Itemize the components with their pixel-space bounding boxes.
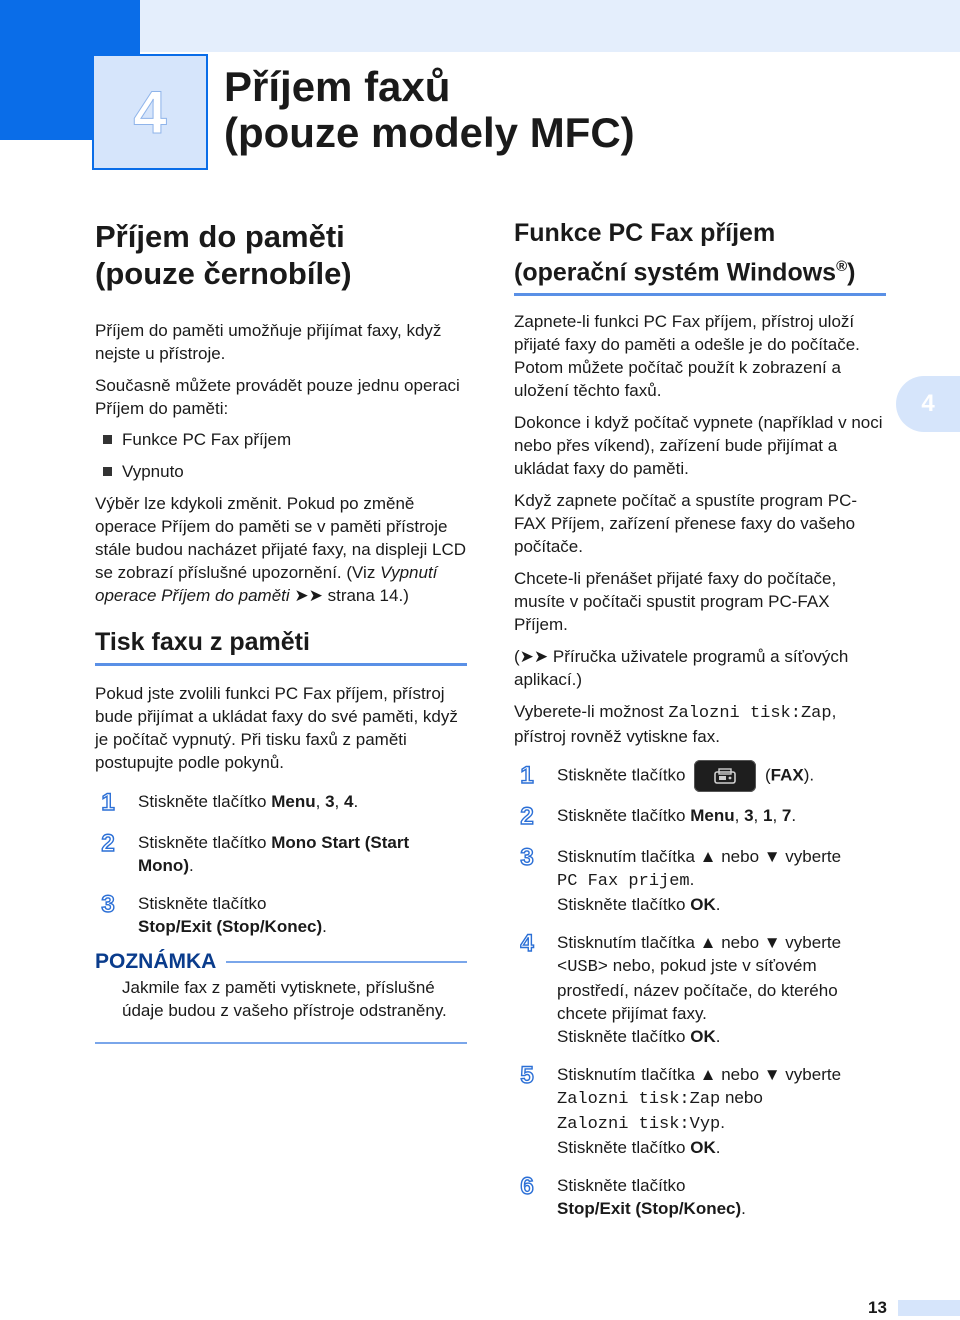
pc-fax-heading-line1: Funkce PC Fax příjem bbox=[514, 219, 776, 247]
chapter-title bbox=[224, 64, 635, 156]
fax-icon bbox=[714, 768, 736, 784]
step-item: 3 Stiskněte tlačítko Stop/Exit (Stop/Konec). bbox=[95, 892, 467, 938]
step-number: 1 bbox=[101, 789, 115, 816]
one-operation-text: Současně můžete provádět pouze jednu operaci Příjem do paměti: bbox=[95, 376, 460, 418]
bullet-item: Vypnuto bbox=[103, 460, 467, 483]
note-rule bbox=[226, 961, 467, 963]
pc-fax-heading: Funkce PC Fax příjem (operační systém Windows®) bbox=[514, 216, 886, 296]
memory-receive-intro: Příjem do paměti umožňuje přijímat faxy, když nejste u přístroje. bbox=[95, 321, 442, 363]
step-item: 4 Stisknutím tlačítka ▲ nebo ▼ vyberte <USB> nebo, pokud jste v síťovém prostředí, název počítače, do kterého chcete přijímat faxy. Stiskněte tlačítko OK. bbox=[514, 931, 886, 1048]
step-number: 3 bbox=[520, 844, 534, 872]
step-item: 2 Stiskněte tlačítko Menu, 3, 1, 7. bbox=[514, 804, 886, 830]
step-item: 5 Stisknutím tlačítka ▲ nebo ▼ vyberte Zalozni tisk:Zap nebo Zalozni tisk:Vyp. Stiskněte tlačítko OK. bbox=[514, 1063, 886, 1159]
print-fax-heading: Tisk faxu z paměti bbox=[95, 625, 467, 666]
memory-receive-heading-line2: (pouze černobíle) bbox=[95, 256, 352, 291]
pc-fax-paragraph-3: Když zapnete počítač a spustíte program PC-FAX Příjem, zařízení přenese faxy do vašeho počítače. bbox=[514, 491, 858, 557]
step-item: 1 Stiskněte tlačítko (FAX). bbox=[514, 760, 886, 792]
pc-fax-paragraph-1: Zapnete-li funkci PC Fax příjem, přístroj uloží přijaté faxy do paměti a odešle je do počítače. Potom můžete počítač použít k zobrazení a uložení těchto faxů. bbox=[514, 312, 860, 401]
chapter-title-line1: Příjem faxů bbox=[224, 63, 451, 110]
pc-fax-paragraph-4: Chcete-li přenášet přijaté faxy do počítače, musíte v počítači spustit program PC-FAX Příjem. bbox=[514, 569, 837, 635]
note-title: POZNÁMKA bbox=[95, 950, 217, 973]
step-item: 6 Stiskněte tlačítko Stop/Exit (Stop/Konec). bbox=[514, 1174, 886, 1220]
footer-band bbox=[898, 1300, 960, 1316]
step-item: 1 Stiskněte tlačítko Menu, 3, 4. bbox=[95, 790, 467, 816]
print-fax-intro: Pokud jste zvolili funkci PC Fax příjem, přístroj bude přijímat a ukládat faxy do své paměti, když je počítač vypnutý. Při tisku faxů z paměti postupujte podle pokynů. bbox=[95, 684, 458, 772]
pc-fax-paragraph-6: Vyberete-li možnost Zalozni tisk:Zap, přístroj rovněž vytiskne fax. bbox=[514, 702, 837, 747]
bullet-square-icon bbox=[103, 435, 112, 444]
bullet-square-icon bbox=[103, 467, 112, 476]
note-end-rule bbox=[95, 1042, 467, 1044]
step-number: 2 bbox=[520, 803, 534, 831]
step-number: 2 bbox=[101, 830, 115, 857]
step-number: 5 bbox=[520, 1062, 534, 1090]
step-number: 1 bbox=[520, 762, 534, 790]
step-number: 4 bbox=[520, 930, 534, 958]
step-item: 2 Stiskněte tlačítko Mono Start (Start Mono). bbox=[95, 831, 467, 877]
pc-fax-heading-line2: (operační systém Windows bbox=[514, 258, 837, 287]
chapter-side-tab: 4 bbox=[896, 376, 960, 432]
right-column bbox=[514, 216, 886, 1220]
bullet-item: Funkce PC Fax příjem bbox=[103, 428, 467, 451]
pc-fax-paragraph-2: Dokonce i když počítač vypnete (například v noci nebo přes víkend), zařízení bude přijímat a ukládat faxy do paměti. bbox=[514, 413, 883, 479]
fax-button[interactable] bbox=[694, 760, 756, 792]
memory-receive-heading-line1: Příjem do paměti bbox=[95, 219, 345, 254]
cross-reference-link[interactable]: Vypnutí operace Příjem do paměti bbox=[95, 563, 438, 605]
change-selection-paragraph: Výběr lze kdykoli změnit. Pokud po změně operace Příjem do paměti se v paměti přístroje stále budou nacházet přijaté faxy, na displeji LCD se zobrazí příslušné upozornění. (Viz Vypnutí operace Příjem do paměti ➤➤ strana 14.) bbox=[95, 494, 467, 605]
step-number: 3 bbox=[101, 891, 115, 918]
left-column bbox=[95, 218, 467, 1044]
chapter-number: 4 bbox=[92, 54, 208, 170]
header-band bbox=[140, 0, 960, 52]
note-text: Jakmile fax z paměti vytisknete, příslušné údaje budou z vašeho přístroje odstraněny. bbox=[122, 978, 447, 1020]
pc-fax-paragraph-5: (➤➤ Příručka uživatele programů a síťových aplikací.) bbox=[514, 647, 849, 690]
page-number: 13 bbox=[868, 1298, 887, 1317]
chapter-title-line2: (pouze modely MFC) bbox=[224, 109, 635, 156]
step-item: 3 Stisknutím tlačítka ▲ nebo ▼ vyberte PC Fax prijem. Stiskněte tlačítko OK. bbox=[514, 845, 886, 916]
step-number: 6 bbox=[520, 1173, 534, 1201]
note-header bbox=[95, 950, 467, 974]
registered-mark: ® bbox=[836, 258, 848, 275]
memory-receive-heading bbox=[95, 218, 467, 292]
